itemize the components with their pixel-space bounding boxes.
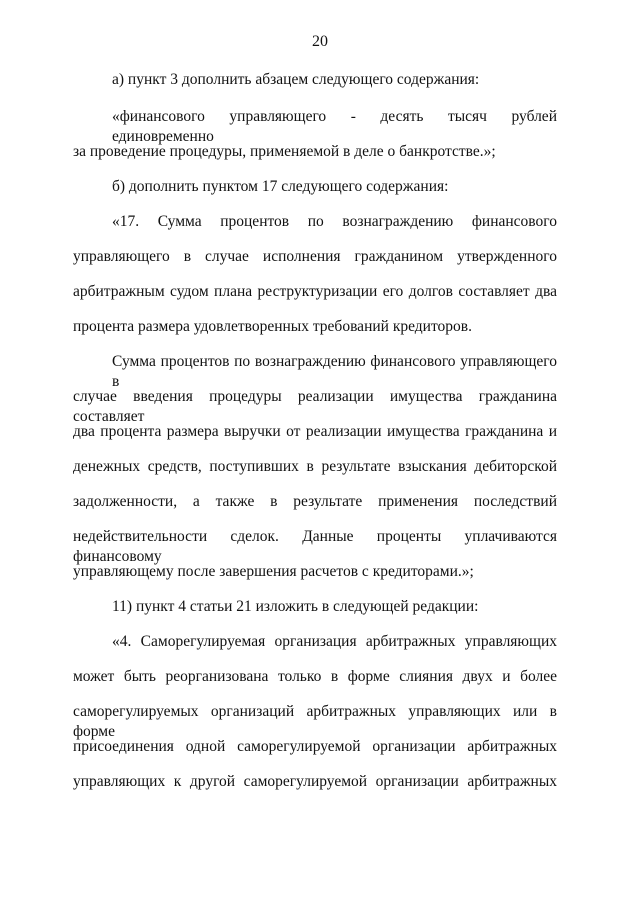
- page-number: 20: [312, 33, 328, 50]
- paragraph-line: «4. Саморегулируемая организация арбитражных управляющих: [112, 633, 557, 650]
- paragraph-line: случае введения процедуры реализации имущества гражданина составляет: [73, 388, 557, 425]
- paragraph-line: недействительности сделок. Данные проценты уплачиваются финансовому: [73, 528, 557, 565]
- paragraph-line: задолженности, а также в результате применения последствий: [73, 493, 557, 510]
- paragraph-line: управляющего в случае исполнения гражданином утвержденного: [73, 248, 557, 265]
- paragraph-line: саморегулируемых организаций арбитражных управляющих или в форме: [73, 703, 557, 740]
- paragraph-line: присоединения одной саморегулируемой организации арбитражных: [73, 738, 557, 755]
- paragraph-line: Сумма процентов по вознаграждению финансового управляющего в: [112, 353, 557, 390]
- paragraph-line: за проведение процедуры, применяемой в деле о банкротстве.»;: [73, 143, 496, 160]
- paragraph-line: б) дополнить пунктом 17 следующего содержания:: [112, 178, 449, 195]
- paragraph-line: управляющих к другой саморегулируемой организации арбитражных: [73, 773, 557, 790]
- paragraph-line: управляющему после завершения расчетов с кредиторами.»;: [73, 563, 474, 580]
- paragraph-line: 11) пункт 4 статьи 21 изложить в следующей редакции:: [112, 598, 479, 615]
- paragraph-line: денежных средств, поступивших в результате взыскания дебиторской: [73, 458, 557, 475]
- paragraph-line: может быть реорганизована только в форме слияния двух и более: [73, 668, 557, 685]
- paragraph-line: «17. Сумма процентов по вознаграждению финансового: [112, 213, 557, 230]
- paragraph-line: арбитражным судом плана реструктуризации его долгов составляет два: [73, 283, 557, 300]
- paragraph-line: «финансового управляющего - десять тысяч рублей единовременно: [112, 108, 557, 145]
- paragraph-line: два процента размера выручки от реализации имущества гражданина и: [73, 423, 557, 440]
- paragraph-line: а) пункт 3 дополнить абзацем следующего содержания:: [112, 71, 480, 88]
- paragraph-line: процента размера удовлетворенных требований кредиторов.: [73, 318, 472, 335]
